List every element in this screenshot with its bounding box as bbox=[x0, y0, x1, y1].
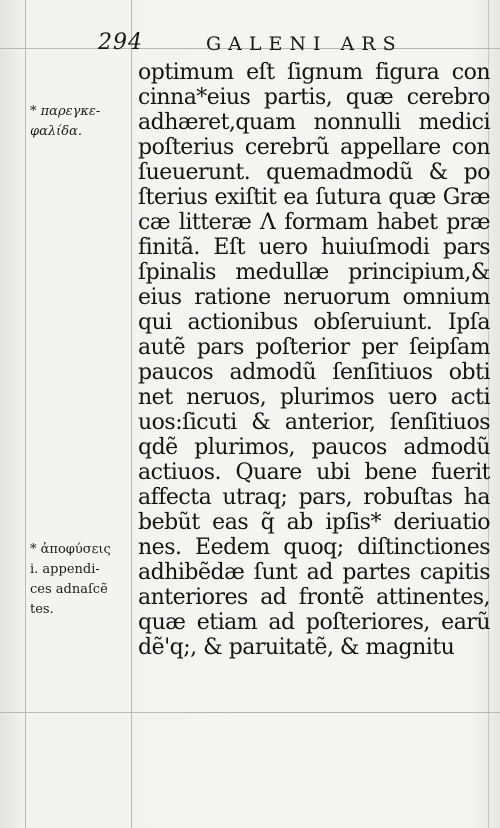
running-head: GALENI ARS bbox=[206, 33, 403, 55]
text-line: adhæret,quam nonnulli medici bbox=[138, 110, 490, 135]
text-line: ſpinalis medullæ principium,& bbox=[138, 260, 490, 285]
main-text-block bbox=[138, 60, 490, 660]
margin-note-line: * παρεγκε- bbox=[30, 104, 101, 119]
margin-note-line: tes. bbox=[30, 602, 54, 617]
text-line: paucos admodũ ſenſitiuos obti bbox=[138, 360, 490, 385]
text-line: anteriores ad frontẽ attinentes, bbox=[138, 585, 490, 610]
text-line: net neruos, plurimos uero acti bbox=[138, 385, 490, 410]
footer-rule bbox=[0, 712, 500, 713]
text-line: cinna*eius partis, quæ cerebro bbox=[138, 85, 490, 110]
text-line: nes. Eedem quoq; diſtinctiones bbox=[138, 535, 490, 560]
text-line: finitã. Eſt uero huiuſmodi pars bbox=[138, 235, 490, 260]
margin-note-line: φαλίδα. bbox=[30, 124, 82, 139]
page-number: 294 bbox=[98, 30, 143, 55]
margin-note-line: ces adnaſcẽ bbox=[30, 582, 108, 597]
text-block-rule bbox=[131, 0, 132, 828]
text-line: ſueuerunt. quemadmodũ & po bbox=[138, 160, 490, 185]
margin-note-line: i. appendi- bbox=[30, 562, 100, 577]
margin-note-greek bbox=[30, 102, 130, 142]
text-line: eius ratione neruorum omnium bbox=[138, 285, 490, 310]
text-line: qdẽ plurimos, paucos admodũ bbox=[138, 435, 490, 460]
text-line: poſterius cerebrũ appellare con bbox=[138, 135, 490, 160]
text-line: cæ litteræ Λ formam habet præ bbox=[138, 210, 490, 235]
text-line: actiuos. Quare ubi bene fuerit bbox=[138, 460, 490, 485]
text-line: quæ etiam ad poſteriores, earũ bbox=[138, 610, 490, 635]
margin-note-appendices bbox=[30, 540, 130, 620]
text-line: autẽ pars poſterior per ſeipſam bbox=[138, 335, 490, 360]
text-line: uos:ſicuti & anterior, ſenſitiuos bbox=[138, 410, 490, 435]
left-margin-rule bbox=[25, 0, 26, 828]
text-line: affecta utraq; pars, robuſtas ha bbox=[138, 485, 490, 510]
text-line: adhibẽdæ ſunt ad partes capitis bbox=[138, 560, 490, 585]
page-header bbox=[98, 30, 438, 58]
text-line: ſterius exiſtit ea ſutura quæ Græ bbox=[138, 185, 490, 210]
text-line: dẽ'q;, & paruitatẽ, & magnitu bbox=[138, 635, 455, 660]
margin-note-line: * ἀποφύσεις bbox=[30, 542, 111, 557]
text-line: optimum eſt ſignum figura con bbox=[138, 60, 490, 85]
text-line: qui actionibus obſeruiunt. Ipſa bbox=[138, 310, 490, 335]
text-line: bebũt eas q̃ ab ipſis* deriuatio bbox=[138, 510, 490, 535]
